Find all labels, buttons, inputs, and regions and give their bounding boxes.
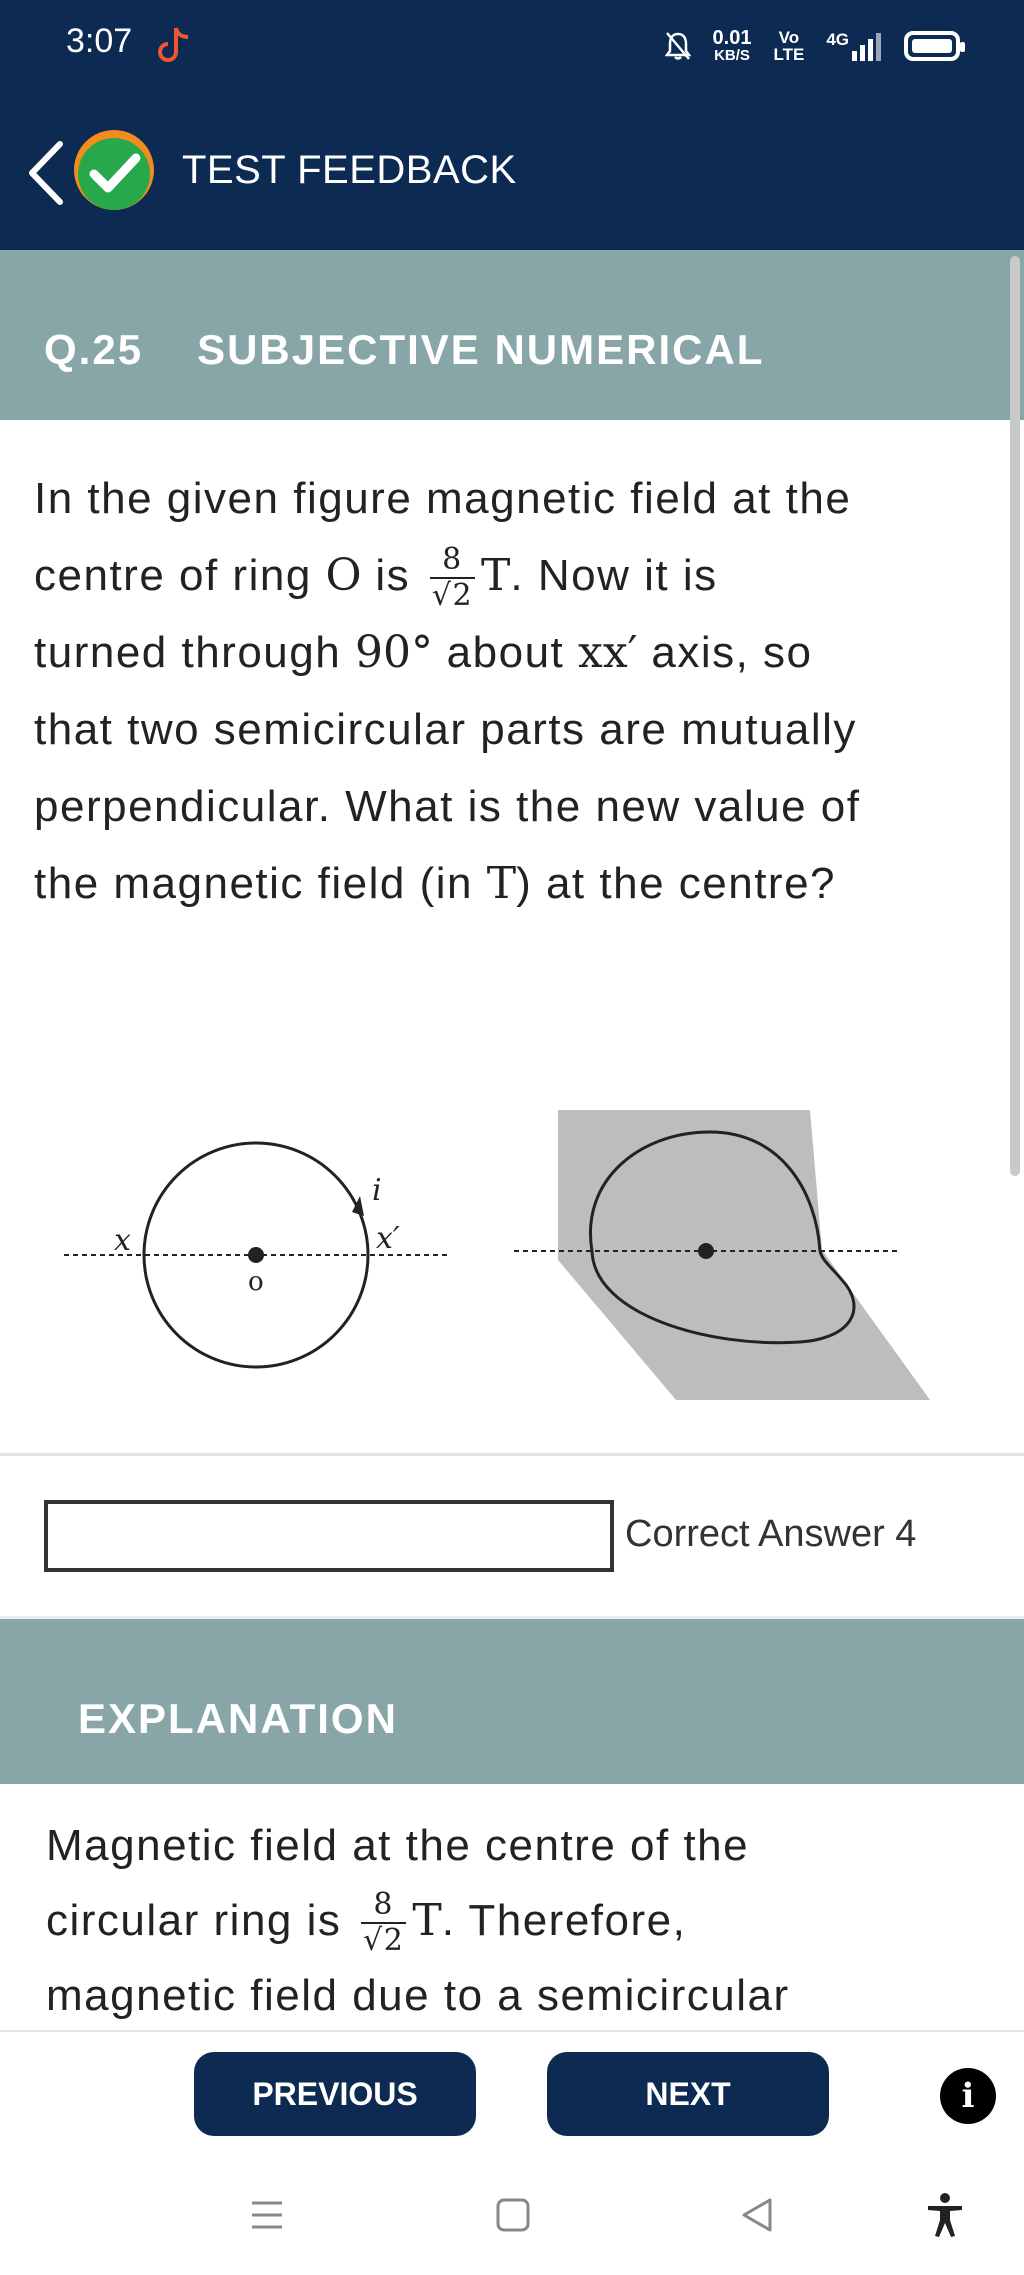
answer-input-box[interactable]	[44, 1500, 614, 1572]
status-bar	[0, 0, 1024, 88]
centre-dot	[698, 1243, 714, 1259]
e-math-T: T	[412, 1895, 442, 1946]
q-text: ) at the centre?	[516, 859, 837, 908]
home-icon[interactable]	[488, 2190, 538, 2240]
system-navigation-bar	[0, 2150, 1024, 2275]
fraction-8-root2	[361, 1888, 406, 1958]
explanation-header	[0, 1616, 1024, 1784]
question-line-5: perpendicular. What is the new value of	[34, 782, 861, 831]
menu-icon[interactable]	[242, 2190, 292, 2240]
explanation-line-1: Magnetic field at the centre of the	[46, 1821, 750, 1870]
accessibility-icon[interactable]	[920, 2190, 970, 2240]
volte-bottom: LTE	[773, 45, 805, 64]
question-text	[34, 460, 954, 922]
page-title: TEST FEEDBACK	[182, 148, 517, 192]
question-line-6	[34, 845, 954, 922]
fraction-numerator: 8	[430, 543, 475, 579]
question-line-1: In the given figure magnetic field at the	[34, 474, 852, 523]
q-text: turned through	[34, 628, 355, 677]
label-x: x	[114, 1223, 131, 1258]
q-math-degrees: 90°	[354, 627, 433, 678]
fraction-numerator: 8	[361, 1888, 406, 1924]
back-icon[interactable]	[732, 2190, 782, 2240]
signal-strength-icon	[826, 31, 882, 61]
label-x-prime: x′	[376, 1221, 400, 1256]
label-o: o	[248, 1267, 264, 1297]
q-math-axis: xx′	[578, 627, 638, 678]
q-text: about	[432, 628, 579, 677]
label-i: i	[372, 1173, 382, 1208]
explanation-text	[46, 1808, 976, 2028]
question-type: SUBJECTIVE NUMERICAL	[197, 326, 765, 373]
ring-figure	[60, 1130, 460, 1370]
info-icon[interactable]: i	[940, 2068, 996, 2124]
centre-dot	[248, 1247, 264, 1263]
next-button[interactable]: NEXT	[547, 2052, 829, 2136]
status-icons	[665, 24, 960, 68]
chevron-left-icon[interactable]	[24, 138, 68, 208]
question-card	[0, 250, 1024, 1456]
q-math-O: O	[325, 550, 362, 601]
signal-bars-icon	[852, 31, 882, 61]
question-header	[0, 250, 1024, 420]
bent-ring-figure	[510, 1110, 940, 1410]
volte-top: Vo	[778, 28, 800, 47]
q-text: is	[361, 551, 424, 600]
fraction-denominator: √2	[363, 1923, 405, 1959]
question-line-2	[34, 537, 954, 614]
e-text: circular ring is	[46, 1896, 356, 1945]
question-heading	[44, 326, 764, 374]
check-badge-icon	[70, 126, 158, 214]
volte-indicator	[773, 29, 804, 63]
question-navigation-bar	[0, 2030, 1024, 2150]
network-speed-value: 0.01	[712, 27, 752, 49]
explanation-title: EXPLANATION	[78, 1695, 398, 1742]
network-speed-unit: KB/S	[714, 47, 750, 64]
q-math-T: T	[481, 550, 511, 601]
question-line-3	[34, 614, 954, 691]
mute-bell-icon	[665, 31, 691, 61]
network-type: 4G	[826, 30, 849, 49]
fraction-denominator: √2	[431, 578, 474, 614]
explanation-line-3: magnetic field due to a semicircular	[46, 1971, 790, 2021]
perpendicular-plane	[558, 1110, 930, 1400]
q-text: . Now it is	[510, 551, 718, 600]
network-speed	[713, 28, 752, 64]
previous-button[interactable]: PREVIOUS	[194, 2052, 476, 2136]
q-text: centre of ring	[34, 551, 326, 600]
fraction-8-root2	[430, 543, 475, 613]
q-math-T: T	[486, 858, 517, 909]
question-number: Q.25	[44, 326, 144, 373]
battery-icon	[904, 31, 960, 61]
q-text: the magnetic field (in	[34, 859, 487, 908]
scrollbar[interactable]	[1010, 256, 1020, 1176]
tiktok-notification-icon	[158, 26, 192, 64]
q-text: axis, so	[637, 628, 813, 677]
question-line-4: that two semicircular parts are mutually	[34, 705, 857, 754]
status-time: 3:07	[66, 22, 133, 60]
correct-answer-label: Correct Answer 4	[625, 1513, 917, 1555]
explanation-line-2	[46, 1883, 976, 1958]
app-header	[0, 88, 1024, 250]
e-text: . Therefore,	[441, 1896, 687, 1945]
